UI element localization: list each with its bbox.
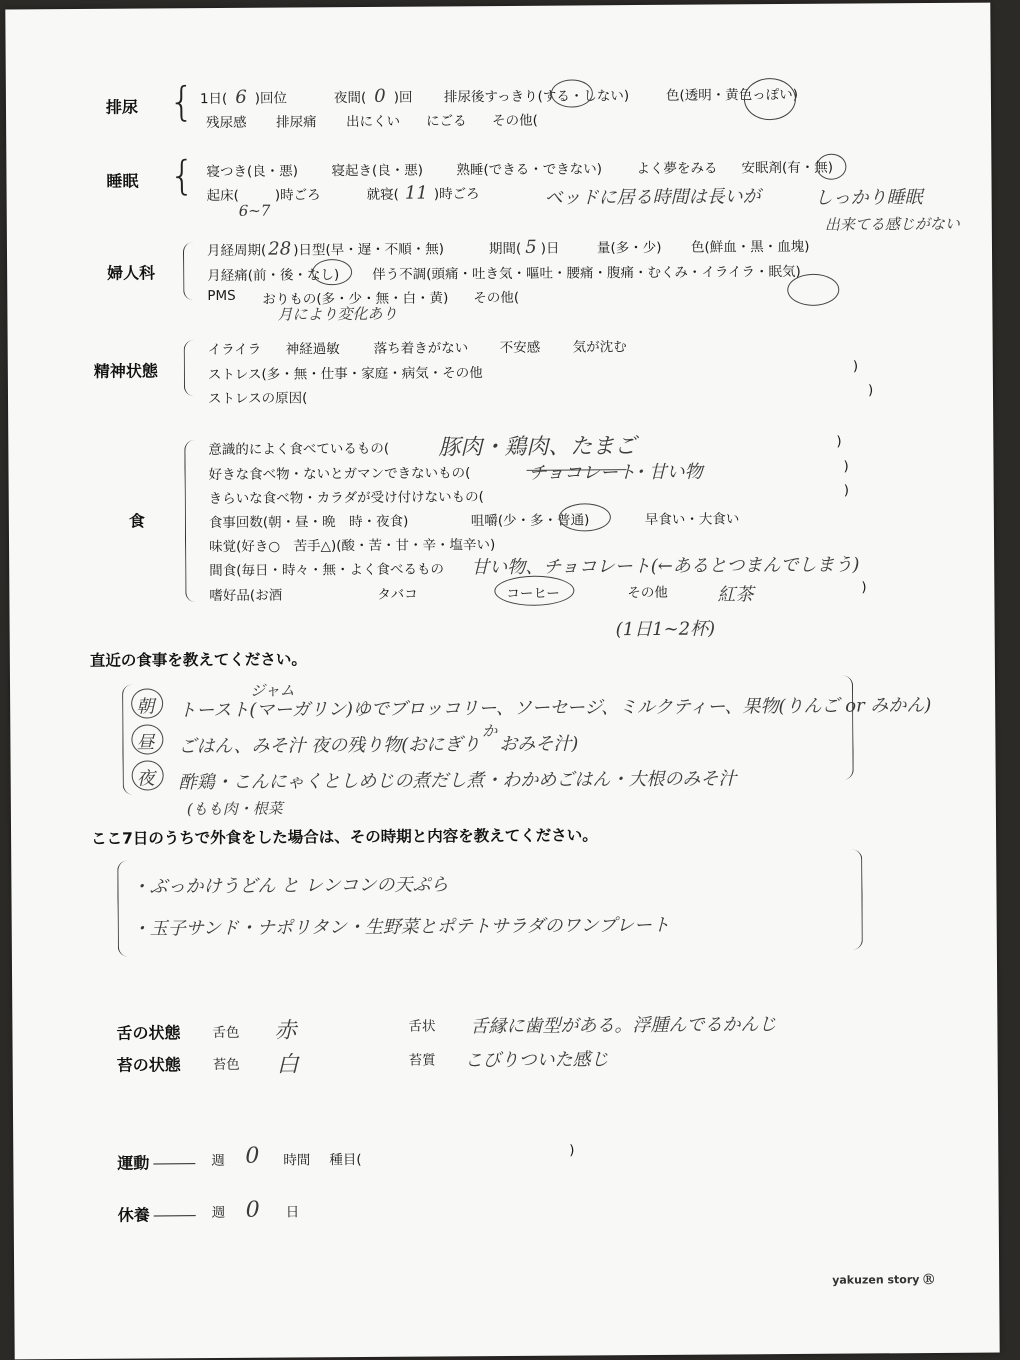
circle-mark [559, 503, 611, 531]
food-q2: 好きな食べ物・ないとガマンできないもの( [208, 465, 471, 484]
mental-stress: ストレス(多・無・仕事・家庭・病気・その他 [207, 365, 483, 384]
sleep-deep: 熟睡(できる・できない) [456, 161, 603, 179]
gyn-note: 月により変化あり [277, 304, 398, 324]
rest-value: 0 [245, 1197, 260, 1223]
tongue-shape-value: 舌縁に歯型がある。浮腫んでるかんじ [470, 1014, 777, 1038]
circle-mark [131, 688, 163, 718]
food-speed: 早食い・大食い [644, 511, 740, 529]
sleep-brace: { [169, 153, 196, 200]
mental-title: 精神状態 [93, 361, 158, 381]
food-q1-close: ) [836, 433, 842, 450]
sleep-rise: 起床( )時ごろ [206, 187, 321, 205]
lunch-items: ごはん、みそ汁 夜の残り物(おにぎり$^か$おみそ汁) [178, 722, 579, 758]
gyn-color: 色(鮮血・黒・血塊) [690, 238, 810, 256]
food-snack: 間食(毎日・時々・無・よく食べるもの [209, 561, 445, 580]
food-tobacco: タバコ [377, 586, 418, 603]
gyn-period: 期間( 5 )日 [488, 236, 560, 258]
coating-color-label: 苔色 [212, 1056, 240, 1074]
circle-mark [312, 259, 352, 285]
food-q2-close: ) [843, 458, 849, 475]
sleep-note-3: 出来てる感じがない [824, 214, 960, 234]
mental-depressed: 気が沈む [572, 339, 627, 356]
circle-mark [494, 575, 574, 606]
food-q2-struck: チョコレート [528, 462, 637, 484]
sleep-rise-value: 6~7 [238, 201, 271, 220]
circle-mark [787, 274, 839, 306]
eating-out-item: ・ぶっかけうどん と レンコンの天ぷら [131, 874, 449, 898]
sleep-wake: 寝起き(良・悪) [331, 162, 424, 180]
recent-meals-heading: 直近の食事を教えてください。 [89, 650, 307, 670]
sleep-dreams: よく夢をみる [636, 160, 718, 178]
questionnaire-sheet [5, 3, 999, 1360]
gyn-title: 婦人科 [107, 263, 156, 283]
mental-irritable: イライラ [207, 341, 262, 359]
tongue-state-label: 舌の状態 [116, 1023, 181, 1043]
tongue-color-value: 赤 [274, 1018, 297, 1044]
food-snack-answer: 甘い物、チョコレート(←あるとつまんでしまう) [471, 554, 860, 579]
urination-title: 排尿 [105, 97, 139, 117]
gyn-symptoms: 伴う不調(頭痛・吐き気・嘔吐・腰痛・腹痛・むくみ・イライラ・眠気) [372, 263, 801, 283]
food-pref: 嗜好品(お酒 [209, 587, 283, 605]
food-chew: 咀嚼(少・多・普通) [470, 512, 590, 530]
mental-anxiety: 不安感 [499, 339, 541, 357]
tongue-color-label: 舌色 [212, 1024, 240, 1042]
gyn-other: その他( [473, 289, 520, 307]
breakfast-items: トースト(マーガリン)ゆでブロッコリー、ソーセージ、ミルクティー、果物(りんご or みかん) [178, 695, 932, 722]
gyn-pain: 月経痛(前・後・なし) [207, 267, 340, 285]
urination-brace: { [168, 79, 195, 126]
exercise-hours: 時間 [283, 1152, 311, 1169]
circle-mark [132, 760, 164, 790]
food-pref-close: ) [861, 579, 867, 596]
gyn-pms: PMS [207, 287, 236, 305]
food-tea-amount: (1日1~2杯) [615, 618, 716, 641]
food-q3: きらいな食べ物・カラダが受け付けないもの( [208, 489, 484, 508]
circle-mark [744, 78, 796, 120]
breakfast-label: 朝 [136, 696, 155, 718]
coating-quality-label: 苔質 [408, 1052, 436, 1069]
coating-color-value: 白 [276, 1052, 299, 1078]
urination-after: 排尿後すっきり(する・しない) [443, 88, 630, 106]
sleep-bed: 就寝( 11 )時ごろ [366, 182, 480, 204]
lunch-label: 昼 [136, 732, 155, 754]
sleep-note: ベッドに居る時間は長いが [544, 186, 761, 209]
gyn-discharge: おりもの(多・少・無・白・黄) [262, 290, 449, 308]
eating-out-close-bracket [847, 849, 863, 949]
urination-night: 夜間( 0 )回 [333, 85, 413, 107]
coating-state-label: 苔の状態 [116, 1055, 181, 1075]
exercise-type: 種目( [329, 1151, 362, 1169]
food-other: その他 [627, 584, 668, 602]
rest-week: 週 [211, 1204, 226, 1222]
food-q3-close: ) [843, 482, 850, 499]
mental-nervous: 神経過敏 [285, 341, 340, 358]
mental-restless: 落ち着きがない [373, 340, 469, 357]
urination-residual: 残尿感 [206, 114, 247, 132]
coating-quality-value: こびりついた感じ [464, 1049, 609, 1072]
circle-mark [816, 154, 846, 180]
mental-cause-close: ) [867, 382, 874, 399]
mental-cause: ストレスの原因( [207, 390, 308, 408]
urination-hard: 出にくい [346, 113, 401, 131]
exercise-week: 週 [211, 1152, 225, 1170]
dinner-note: (もも肉・根菜 [186, 799, 283, 819]
food-title: 食 [128, 511, 145, 531]
urination-pain: 排尿痛 [276, 114, 317, 131]
food-q1-answer: 豚肉・鶏肉、たまご [438, 434, 637, 461]
sleep-pills: 安眠剤(有・無) [741, 159, 834, 177]
dinner-items: 酢鶏・こんにゃくとしめじの煮だし煮・わかめごはん・大根のみそ汁 [178, 768, 737, 794]
circle-mark [551, 79, 593, 107]
mental-stress-close: ) [852, 358, 859, 375]
sleep-onset: 寝つき(良・悪) [206, 163, 299, 181]
sleep-title: 睡眠 [106, 171, 139, 191]
urination-other: その他( [492, 112, 538, 130]
rest-label: 休養 [118, 1202, 196, 1226]
tongue-shape-label: 舌状 [408, 1018, 436, 1035]
food-q2-answer: ・甘い物 [630, 461, 703, 484]
food-meals: 食事回数(朝・昼・晩 時・夜食) [208, 513, 409, 532]
urination-color: 色(透明・黄色っぽい) [665, 86, 799, 104]
circle-mark [131, 724, 163, 754]
eating-out-heading: ここ7日のうちで外食をした場合は、その時期と内容を教えてください。 [91, 826, 598, 848]
urination-per-day: 1日( 6 )回位 [199, 86, 288, 108]
breakfast-jam: ジャム [249, 681, 295, 700]
exercise-value: 0 [245, 1143, 260, 1169]
food-tea: 紅茶 [717, 584, 754, 606]
gyn-brace [183, 242, 194, 300]
food-taste: 味覚(好き○ 苦手△)(酸・苦・甘・辛・塩辛い) [209, 537, 496, 556]
rest-days: 日 [285, 1204, 300, 1221]
dinner-label: 夜 [136, 768, 155, 790]
footer-brand: yakuzen story Ⓡ [832, 1273, 935, 1287]
food-q1: 意識的によく食べているもの( [208, 440, 390, 459]
exercise-close: ) [569, 1142, 575, 1159]
mental-brace [184, 340, 195, 396]
food-coffee: コーヒー [506, 585, 560, 602]
sleep-note-2: しっかり睡眠 [814, 187, 923, 209]
urination-cloudy: にごる [426, 113, 467, 130]
gyn-amount: 量(多・少) [596, 239, 662, 257]
gyn-cycle: 月経周期( 28 )日型(早・遅・不順・無) [206, 238, 445, 260]
eating-out-item: ・玉子サンド・ナポリタン・生野菜とポテトサラダのワンプレート [131, 914, 670, 940]
exercise-label: 運動 [117, 1150, 195, 1174]
food-brace [184, 440, 198, 602]
